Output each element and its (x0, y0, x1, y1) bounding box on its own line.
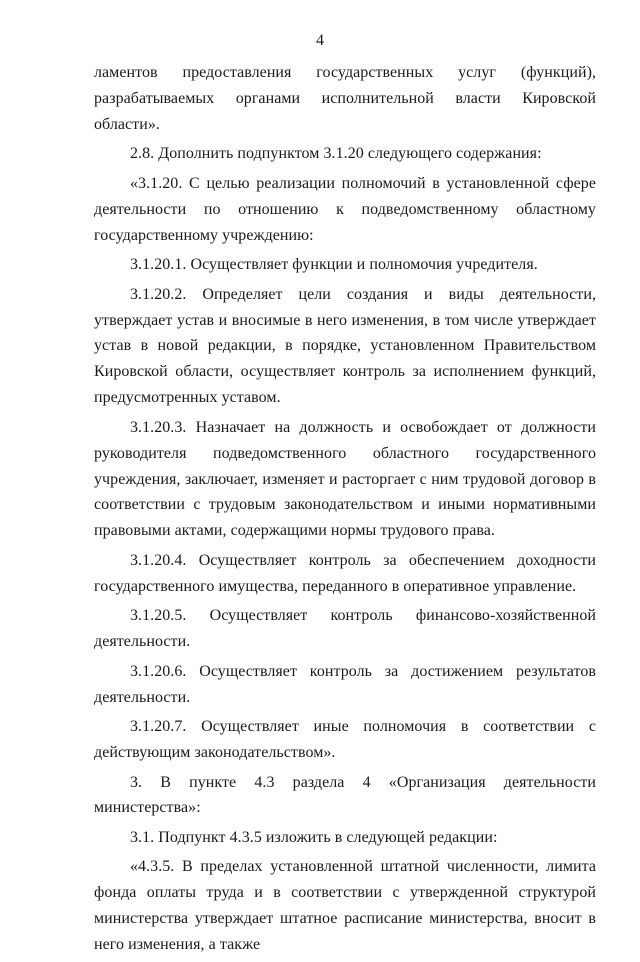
paragraph-4-3-5: «4.3.5. В пределах установленной штатной численности, лимита фонда оплаты труда и в соответствии с утвержденной структурой министерства утверждает штатное расписание министерства, вносит в него изменения, а также (94, 858, 596, 954)
paragraph-3-1-20-2: 3.1.20.2. Определяет цели создания и виды деятельности, утверждает устав и вносимые в него изменения, в том числе утверждает устав в новой редакции, в порядке, установленном Правительством Кировской области, осуществляет контроль за исполнением функций, предусмотренных уставом. (94, 285, 596, 407)
page-number: 4 (316, 32, 324, 49)
paragraph-continuation: ламентов предоставления государственных услуг (функций), разрабатываемых органами исполнительной власти Кировской области». (94, 64, 596, 133)
paragraph-3-1-20-1: 3.1.20.1. Осуществляет функции и полномочия учредителя. (130, 256, 538, 274)
paragraph-3-1-20-3: 3.1.20.3. Назначает на должность и освобождает от должности руководителя подведомственного областного государственного учреждения, заключает, изменяет и расторгает с ним трудовой договор в соответствии с трудовым законодательством и иными нормативными правовыми актами, содержащими нормы трудового права. (94, 418, 596, 540)
paragraph-3-1-20-4: 3.1.20.4. Осуществляет контроль за обеспечением доходности государственного имущества, переданного в оперативное управление. (94, 551, 596, 595)
paragraph-3-1-20: «3.1.20. С целью реализации полномочий в установленной сфере деятельности по отношению к подведомственному областному государственному учреждению: (94, 174, 596, 244)
document-body (94, 60, 596, 962)
paragraph-2-8: 2.8. Дополнить подпунктом 3.1.20 следующего содержания: (130, 145, 542, 163)
paragraph-3-1-20-5: 3.1.20.5. Осуществляет контроль финансово-хозяйственной деятельности. (94, 607, 596, 651)
paragraph-3-1-20-6: 3.1.20.6. Осуществляет контроль за достижением результатов деятельности. (94, 662, 596, 706)
paragraph-3: 3. В пункте 4.3 раздела 4 «Организация деятельности министерства»: (94, 773, 596, 817)
paragraph-3-1: 3.1. Подпункт 4.3.5 изложить в следующей редакции: (130, 828, 498, 846)
paragraph-3-1-20-7: 3.1.20.7. Осуществляет иные полномочия в соответствии с действующим законодательством». (94, 718, 596, 761)
